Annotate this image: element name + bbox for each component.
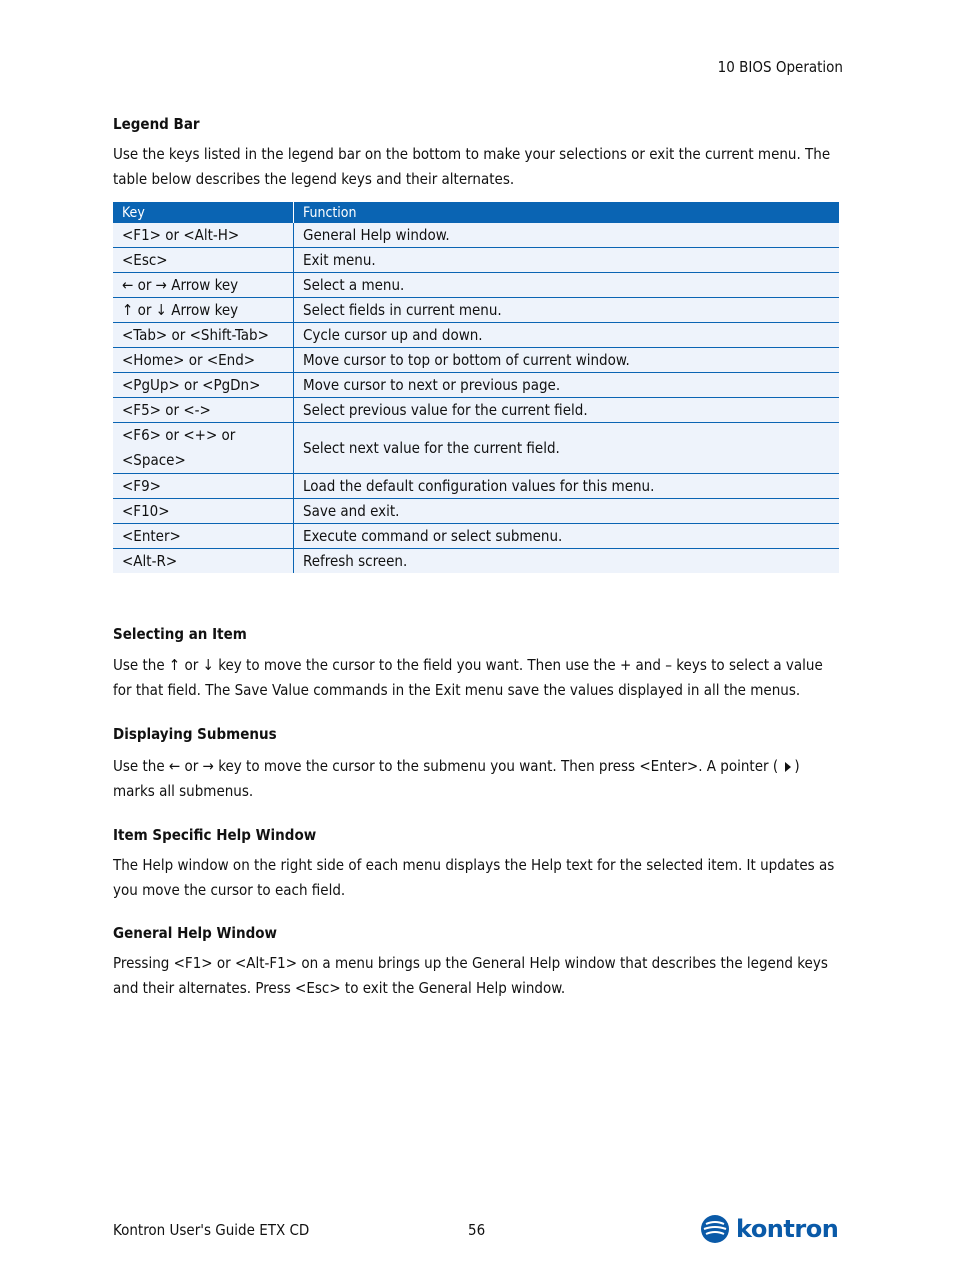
table-header-row bbox=[113, 202, 839, 223]
key-cell: <Esc> bbox=[113, 248, 294, 273]
table-row bbox=[113, 549, 839, 574]
function-cell: Select fields in current menu. bbox=[294, 298, 840, 323]
function-cell: Select next value for the current field. bbox=[294, 423, 840, 474]
kontron-logo bbox=[700, 1214, 838, 1244]
key-cell: <Enter> bbox=[113, 524, 294, 549]
item-help-text: The Help window on the right side of each menu displays the Help text for the selected item. It updates as you move the cursor to each field. bbox=[113, 856, 835, 899]
selecting-item-text: Use the ↑ or ↓ key to move the cursor to the field you want. Then use the + and – keys to select a value for that field. The Save Value commands in the Exit menu save the values displayed in all the menus. bbox=[113, 656, 823, 699]
logo-wordmark: kontron bbox=[736, 1215, 839, 1243]
general-help-text: Pressing <F1> or <Alt-F1> on a menu brings up the General Help window that describes the legend keys and their alternates. Press <Esc> to exit the General Help window. bbox=[113, 954, 828, 997]
function-cell: Select a menu. bbox=[294, 273, 840, 298]
submenu-pointer-icon bbox=[785, 762, 791, 772]
table-row bbox=[113, 348, 839, 373]
page-number: 56 bbox=[468, 1221, 486, 1239]
table-row bbox=[113, 373, 839, 398]
key-cell: <PgUp> or <PgDn> bbox=[113, 373, 294, 398]
item-help-heading: Item Specific Help Window bbox=[113, 826, 317, 844]
key-cell: ← or → Arrow key bbox=[113, 273, 294, 298]
footer-document-title: Kontron User's Guide ETX CD bbox=[113, 1221, 310, 1239]
column-header-key: Key bbox=[113, 202, 294, 223]
chapter-header: 10 BIOS Operation bbox=[717, 58, 843, 76]
key-cell: <F9> bbox=[113, 474, 294, 499]
key-cell: <F1> or <Alt-H> bbox=[113, 223, 294, 248]
key-cell: <F5> or <-> bbox=[113, 398, 294, 423]
kontron-globe-icon bbox=[700, 1214, 730, 1244]
table-row bbox=[113, 298, 839, 323]
function-cell: Move cursor to top or bottom of current window. bbox=[294, 348, 840, 373]
table-row bbox=[113, 248, 839, 273]
table-row bbox=[113, 323, 839, 348]
key-cell: <F10> bbox=[113, 499, 294, 524]
table-row bbox=[113, 499, 839, 524]
key-cell: <Tab> or <Shift-Tab> bbox=[113, 323, 294, 348]
table-row bbox=[113, 398, 839, 423]
legend-bar-intro: Use the keys listed in the legend bar on the bottom to make your selections or exit the current menu. The table below describes the legend keys and their alternates. bbox=[113, 145, 831, 188]
displaying-submenus-text bbox=[113, 754, 843, 804]
selecting-item-heading: Selecting an Item bbox=[113, 625, 247, 643]
function-cell: Execute command or select submenu. bbox=[294, 524, 840, 549]
submenus-text-before: Use the ← or → key to move the cursor to the submenu you want. Then press <Enter>. A pointer ( bbox=[113, 757, 779, 775]
function-cell: Cycle cursor up and down. bbox=[294, 323, 840, 348]
table-row bbox=[113, 273, 839, 298]
function-cell: General Help window. bbox=[294, 223, 840, 248]
legend-keys-table bbox=[113, 202, 839, 573]
legend-bar-heading: Legend Bar bbox=[113, 115, 200, 133]
key-cell: <F6> or <+> or <Space> bbox=[113, 423, 294, 474]
displaying-submenus-heading: Displaying Submenus bbox=[113, 725, 277, 743]
table-row bbox=[113, 474, 839, 499]
column-header-function: Function bbox=[294, 202, 840, 223]
key-cell: <Home> or <End> bbox=[113, 348, 294, 373]
function-cell: Refresh screen. bbox=[294, 549, 840, 574]
function-cell: Select previous value for the current field. bbox=[294, 398, 840, 423]
function-cell: Load the default configuration values for this menu. bbox=[294, 474, 840, 499]
table-row bbox=[113, 524, 839, 549]
general-help-heading: General Help Window bbox=[113, 924, 278, 942]
function-cell: Move cursor to next or previous page. bbox=[294, 373, 840, 398]
submenus-text-after: ) marks all submenus. bbox=[113, 757, 800, 800]
table-row bbox=[113, 423, 839, 474]
key-cell: ↑ or ↓ Arrow key bbox=[113, 298, 294, 323]
key-cell: <Alt-R> bbox=[113, 549, 294, 574]
function-cell: Exit menu. bbox=[294, 248, 840, 273]
function-cell: Save and exit. bbox=[294, 499, 840, 524]
table-row bbox=[113, 223, 839, 248]
